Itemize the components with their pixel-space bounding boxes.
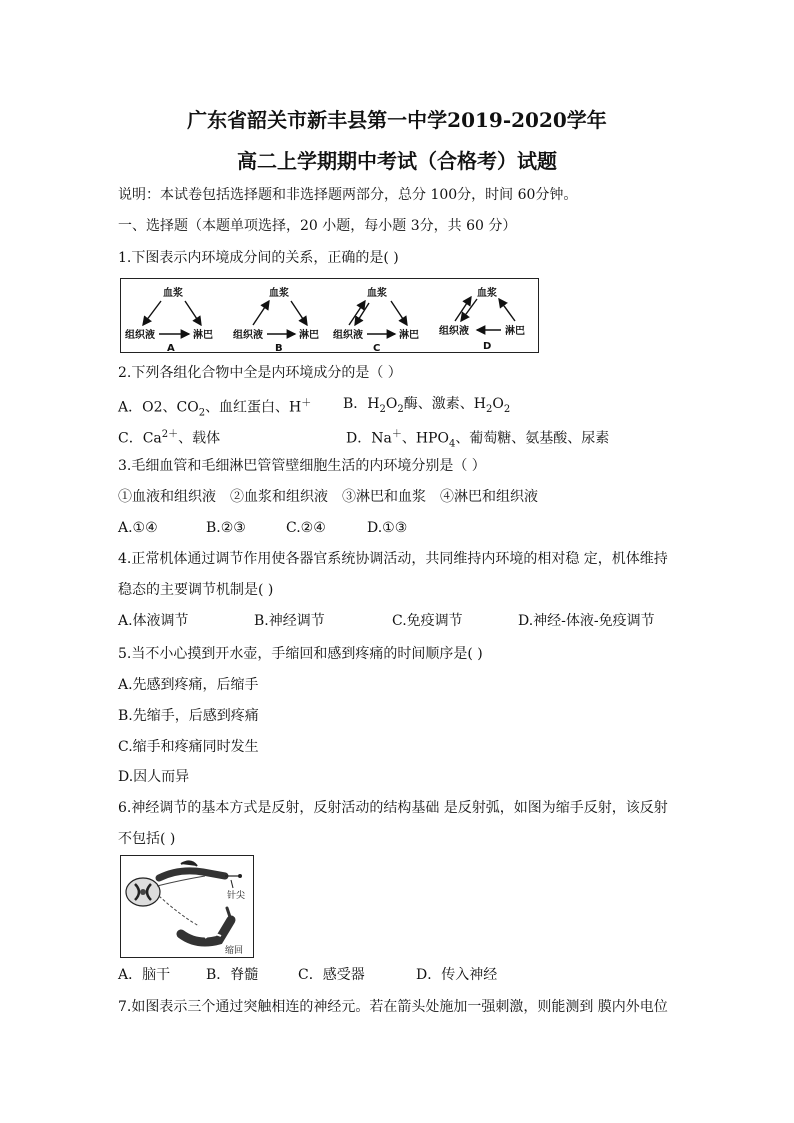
exam-title-line1: 广东省韶关市新丰县第一中学2019-2020学年 <box>187 108 607 132</box>
option-b-label: B <box>275 343 283 352</box>
svg-text:组织液: 组织液 <box>439 326 469 337</box>
diagram-option-a <box>125 286 213 352</box>
question-3-option-b: B.②③ <box>206 520 246 536</box>
fluid-relationship-diagram <box>121 279 538 352</box>
question-3-option-d: D.①③ <box>367 520 408 536</box>
diagram-option-c <box>333 286 419 352</box>
exam-title-line2: 高二上学期期中考试（合格考）试题 <box>237 149 557 173</box>
question-6-option-a: A．脑干 <box>118 967 171 983</box>
question-5-option-a: A.先感到疼痛，后缩手 <box>118 677 259 693</box>
question-6-figure <box>120 855 254 958</box>
svg-text:淋巴: 淋巴 <box>505 326 525 337</box>
option-c-label: C <box>373 343 381 352</box>
svg-text:组织液: 组织液 <box>233 330 263 341</box>
question-6-stem-line1: 6.神经调节的基本方式是反射，反射活动的结构基础 是反射弧，如图为缩手反射，该反射 <box>118 800 668 816</box>
question-6-option-b: B．脊髓 <box>206 967 259 983</box>
question-6-stem-line2: 不包括( ) <box>118 831 176 847</box>
question-3-stem: 3.毛细血管和毛细淋巴管管壁细胞生活的内环境分别是（ ） <box>118 458 486 474</box>
question-4-option-c: C.免疫调节 <box>392 613 463 629</box>
question-1-figure <box>120 278 539 353</box>
lymph-label: 淋巴 <box>193 330 213 341</box>
retract-label: 缩回 <box>225 946 244 956</box>
question-4-option-a: A.体液调节 <box>118 613 189 629</box>
diagram-option-b <box>233 286 319 352</box>
question-4-stem-line1: 4.正常机体通过调节作用使各器官系统协调活动，共同维持内环境的相对稳 定，机体维持 <box>118 551 668 567</box>
question-4-stem-line2: 稳态的主要调节机制是( ) <box>118 582 274 598</box>
question-6-option-d: D．传入神经 <box>416 967 498 983</box>
question-5-option-d: D.因人而异 <box>118 769 190 785</box>
svg-text:血浆: 血浆 <box>477 288 497 299</box>
reflex-arc-illustration <box>121 856 253 957</box>
question-7-stem: 7.如图表示三个通过突触相连的神经元。若在箭头处施加一强刺激，则能测到 膜内外电位 <box>118 999 668 1015</box>
plasma-label: 血浆 <box>163 288 183 299</box>
diagram-option-d <box>439 286 525 352</box>
question-3-option-c: C.②④ <box>286 520 326 536</box>
tissue-fluid-label: 组织液 <box>125 330 155 341</box>
svg-text:血浆: 血浆 <box>367 288 387 299</box>
question-3-items: ①血液和组织液 ②血浆和组织液 ③淋巴和血浆 ④淋巴和组织液 <box>118 489 538 505</box>
question-5-option-b: B.先缩手，后感到疼痛 <box>118 708 259 724</box>
option-a-label: A <box>167 343 175 352</box>
question-3-option-a: A.①④ <box>118 520 158 536</box>
question-5-stem: 5.当不小心摸到开水壶，手缩回和感到疼痛的时间顺序是( ) <box>118 646 483 662</box>
question-2-option-c: C．$Ca^{2+}$、载体 <box>118 429 221 447</box>
question-2-option-d: D．Na＋、$HPO_4$、葡萄糖、氨基酸、尿素 <box>346 429 610 450</box>
svg-text:淋巴: 淋巴 <box>399 330 419 341</box>
svg-text:淋巴: 淋巴 <box>299 330 319 341</box>
svg-text:血浆: 血浆 <box>269 288 289 299</box>
question-6-option-c: C．感受器 <box>298 967 365 983</box>
section-heading: 一、选择题（本题单项选择，20 小题，每小题 3分，共 60 分） <box>118 218 517 234</box>
needle-label: 针尖 <box>227 891 246 901</box>
svg-text:组织液: 组织液 <box>333 330 363 341</box>
instructions: 说明：本试卷包括选择题和非选择题两部分，总分 100分，时间 60分钟。 <box>118 187 578 203</box>
question-1-stem: 1.下图表示内环境成分间的关系，正确的是( ) <box>118 250 399 266</box>
question-4-option-d: D.神经-体液-免疫调节 <box>518 613 655 629</box>
question-4-option-b: B.神经调节 <box>254 613 325 629</box>
question-5-option-c: C.缩手和疼痛同时发生 <box>118 739 259 755</box>
question-2-stem: 2.下列各组化合物中全是内环境成分的是（ ） <box>118 365 402 381</box>
question-2-option-a: A．O2、$CO_2$、血红蛋白、H＋ <box>118 398 312 419</box>
question-2-option-b: B．$H_2O_2$酶、激素、$H_2O_2$ <box>343 396 511 415</box>
option-d-label: D <box>483 341 492 352</box>
